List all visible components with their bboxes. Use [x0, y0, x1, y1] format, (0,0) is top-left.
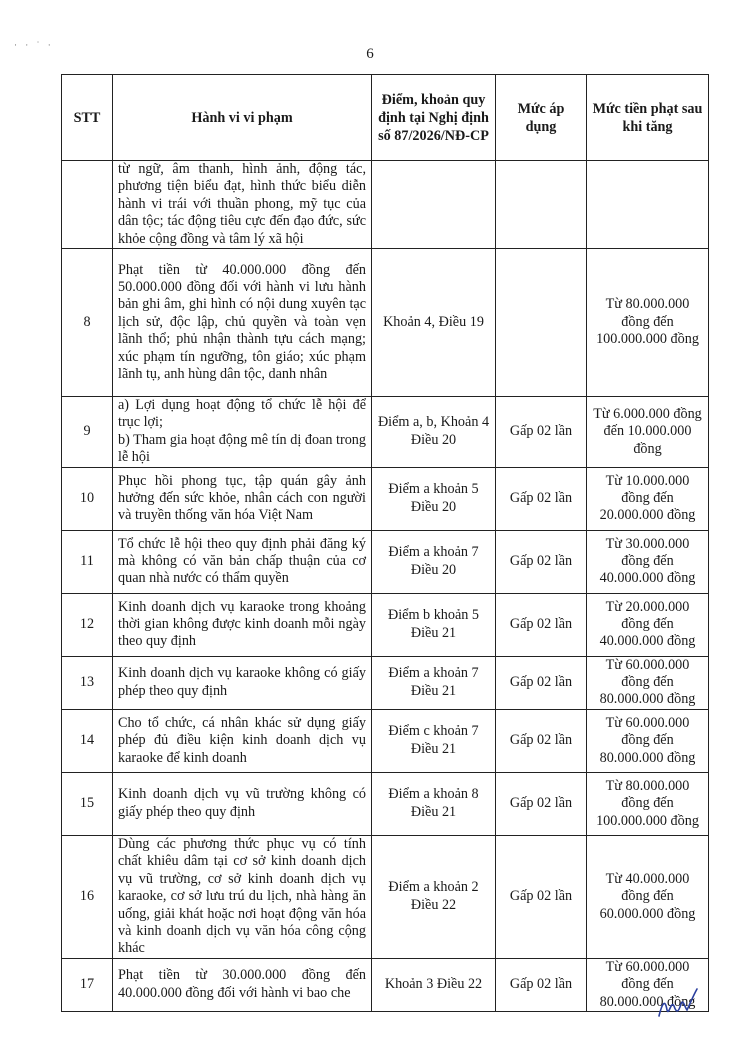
row-multiplier: Gấp 02 lần [496, 835, 587, 958]
row-multiplier [496, 161, 587, 249]
row-increased-fine: Từ 60.000.000 đồng đến 80.000.000 đồng [587, 709, 709, 772]
row-stt: 11 [62, 530, 113, 593]
table-row [62, 161, 709, 249]
row-multiplier [496, 249, 587, 397]
row-multiplier: Gấp 02 lần [496, 772, 587, 835]
table-header-row [62, 75, 709, 161]
row-decree-reference: Khoản 3 Điều 22 [372, 958, 496, 1011]
row-increased-fine: Từ 80.000.000 đồng đến 100.000.000 đồng [587, 772, 709, 835]
header-decree-reference: Điểm, khoản quy định tại Nghị định số 87/2026/NĐ-CP [372, 75, 496, 161]
table-row [62, 467, 709, 530]
row-violation: Phạt tiền từ 30.000.000 đồng đến 40.000.000 đồng đối với hành vi bao che [113, 958, 372, 1011]
row-violation: Dùng các phương thức phục vụ có tính chất khiêu dâm tại cơ sở kinh doanh dịch vụ vũ trường, cơ sở kinh doanh dịch vụ karaoke, cơ sở lưu trú du lịch, nhà hàng ăn uống, giải khát hoặc nơi hoạt động văn hóa và kinh doanh dịch vụ văn hóa công cộng khác [113, 835, 372, 958]
row-stt: 12 [62, 593, 113, 656]
row-decree-reference: Điểm a khoản 8 Điều 21 [372, 772, 496, 835]
row-increased-fine: Từ 10.000.000 đồng đến 20.000.000 đồng [587, 467, 709, 530]
row-stt: 13 [62, 656, 113, 709]
table-row [62, 530, 709, 593]
row-violation: Tổ chức lễ hội theo quy định phải đăng ký mà không có văn bản chấp thuận của cơ quan nhà nước có thẩm quyền [113, 530, 372, 593]
row-decree-reference: Khoản 4, Điều 19 [372, 249, 496, 397]
table-row [62, 835, 709, 958]
table-row [62, 709, 709, 772]
table-row [62, 958, 709, 1011]
row-stt [62, 161, 113, 249]
row-stt: 17 [62, 958, 113, 1011]
row-decree-reference: Điểm a khoản 2 Điều 22 [372, 835, 496, 958]
row-decree-reference: Điểm c khoản 7 Điều 21 [372, 709, 496, 772]
row-decree-reference: Điểm a khoản 5 Điều 20 [372, 467, 496, 530]
header-multiplier: Mức áp dụng [496, 75, 587, 161]
row-multiplier: Gấp 02 lần [496, 593, 587, 656]
header-increased-fine: Mức tiền phạt sau khi tăng [587, 75, 709, 161]
row-stt: 8 [62, 249, 113, 397]
row-increased-fine [587, 161, 709, 249]
row-stt: 16 [62, 835, 113, 958]
row-decree-reference: Điểm a khoản 7 Điều 20 [372, 530, 496, 593]
row-violation: từ ngữ, âm thanh, hình ảnh, động tác, phương tiện biểu đạt, hình thức biểu diễn hành vi trái với thuần phong, mỹ tục của dân tộc; tác động tiêu cực đến đạo đức, sức khỏe cộng đồng và tâm lý xã hội [113, 161, 372, 249]
row-multiplier: Gấp 02 lần [496, 530, 587, 593]
row-decree-reference [372, 161, 496, 249]
table-row [62, 656, 709, 709]
table-row [62, 249, 709, 397]
row-violation: Phạt tiền từ 40.000.000 đồng đến 50.000.000 đồng đối với hành vi lưu hành bản ghi âm, ghi hình có nội dung xuyên tạc lịch sử, độc lập, chủ quyền và toàn vẹn lãnh thổ; phủ nhận thành tựu cách mạng; xúc phạm tín ngưỡng, tôn giáo; xúc phạm lãnh tụ, anh hùng dân tộc, danh nhân [113, 249, 372, 397]
row-violation: a) Lợi dụng hoạt động tổ chức lễ hội để trục lợi; b) Tham gia hoạt động mê tín dị đoan trong lễ hội [113, 397, 372, 468]
row-violation: Kinh doanh dịch vụ vũ trường không có giấy phép theo quy định [113, 772, 372, 835]
row-stt: 15 [62, 772, 113, 835]
table-row [62, 772, 709, 835]
row-increased-fine: Từ 6.000.000 đồng đến 10.000.000 đồng [587, 397, 709, 468]
row-decree-reference: Điểm a, b, Khoản 4 Điều 20 [372, 397, 496, 468]
row-decree-reference: Điểm a khoản 7 Điều 21 [372, 656, 496, 709]
row-increased-fine: Từ 80.000.000 đồng đến 100.000.000 đồng [587, 249, 709, 397]
table-row [62, 397, 709, 468]
row-violation: Phục hồi phong tục, tập quán gây ảnh hưởng đến sức khỏe, nhân cách con người và truyền thống văn hóa Việt Nam [113, 467, 372, 530]
header-violation: Hành vi vi phạm [113, 75, 372, 161]
penalty-table [61, 74, 709, 1012]
row-violation: Kinh doanh dịch vụ karaoke trong khoảng thời gian không được kinh doanh mỗi ngày theo quy định [113, 593, 372, 656]
table-row [62, 593, 709, 656]
row-increased-fine: Từ 20.000.000 đồng đến 40.000.000 đồng [587, 593, 709, 656]
row-stt: 14 [62, 709, 113, 772]
row-multiplier: Gấp 02 lần [496, 397, 587, 468]
row-stt: 9 [62, 397, 113, 468]
row-multiplier: Gấp 02 lần [496, 958, 587, 1011]
row-violation: Kinh doanh dịch vụ karaoke không có giấy phép theo quy định [113, 656, 372, 709]
signature-mark [656, 986, 700, 1022]
page-number: 6 [366, 46, 374, 62]
row-increased-fine: Từ 30.000.000 đồng đến 40.000.000 đồng [587, 530, 709, 593]
header-stt: STT [62, 75, 113, 161]
row-stt: 10 [62, 467, 113, 530]
row-multiplier: Gấp 02 lần [496, 467, 587, 530]
row-increased-fine: Từ 60.000.000 đồng đến 80.000.000 đồng [587, 656, 709, 709]
row-violation: Cho tổ chức, cá nhân khác sử dụng giấy phép đủ điều kiện kinh doanh dịch vụ karaoke để kinh doanh [113, 709, 372, 772]
row-increased-fine: Từ 60.000.000 đồng đến 80.000.000 đồng [587, 958, 709, 1011]
row-multiplier: Gấp 02 lần [496, 709, 587, 772]
row-decree-reference: Điểm b khoản 5 Điều 21 [372, 593, 496, 656]
scan-specks: · · ˙ · [14, 40, 54, 50]
row-increased-fine: Từ 40.000.000 đồng đến 60.000.000 đồng [587, 835, 709, 958]
row-multiplier: Gấp 02 lần [496, 656, 587, 709]
